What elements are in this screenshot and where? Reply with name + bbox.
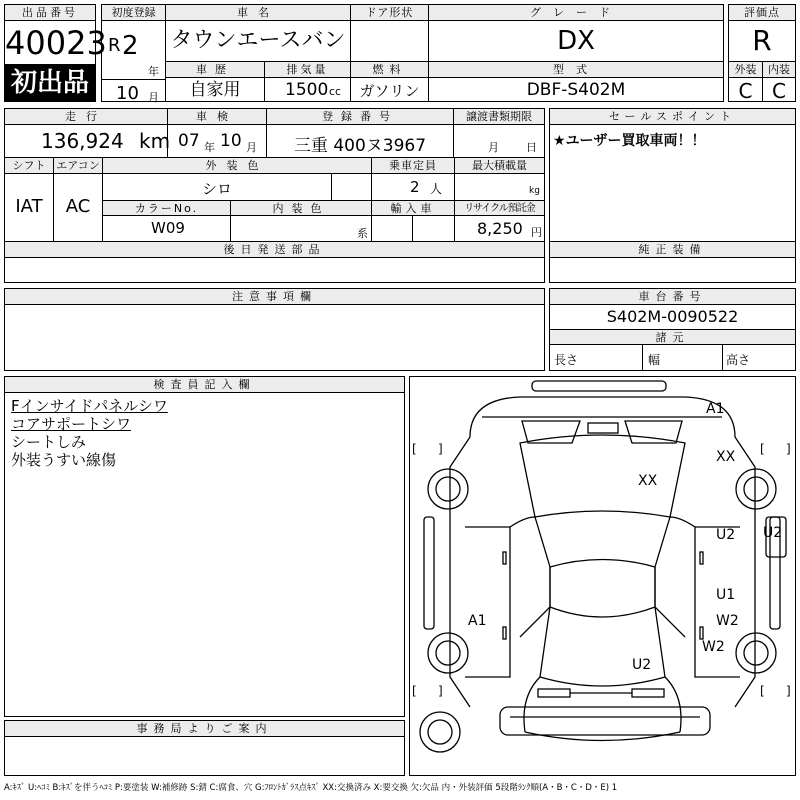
shift-box [4, 157, 54, 242]
chassis-label: 車台番号 [550, 289, 795, 305]
displacement-label: 排気量 [265, 62, 350, 78]
inspector-line-4: 外装うすい線傷 [11, 451, 117, 469]
notes-box [4, 288, 545, 371]
capacity-box [371, 157, 455, 201]
car-outline-svg [410, 377, 795, 775]
genuine-equipment-label: 純正装備 [550, 242, 795, 258]
score-box [728, 4, 796, 62]
color-no-label: カラーNo. [103, 201, 230, 216]
listing-number-box [4, 4, 107, 66]
history-label: 車歴 [166, 62, 264, 78]
sales-point-box [549, 108, 796, 242]
dims-label: 諸元 [550, 329, 795, 345]
chassis-box [549, 288, 796, 371]
year-unit: 年 [148, 65, 159, 78]
first-registration-label: 初度登録 [102, 5, 165, 21]
model-code-box [428, 61, 724, 102]
later-parts-label: 後日発送部品 [5, 242, 544, 258]
mark-w2-right-rear: W2 [702, 639, 725, 655]
reg-year: 2 [122, 31, 139, 61]
chassis-number: S402M-0090522 [606, 307, 739, 326]
score-label: 評価点 [729, 5, 795, 21]
svg-text:]: ] [786, 684, 791, 698]
inspection-month-unit: 月 [246, 141, 257, 154]
model-code: DBF-S402M [526, 80, 626, 100]
max-load-box [454, 157, 545, 201]
mileage-box [4, 108, 171, 158]
mark-u2-rear: U2 [632, 657, 652, 673]
month-unit: 月 [148, 91, 159, 104]
genuine-equipment-box [549, 241, 796, 283]
sales-point: ★ユーザー買取車両！！ [553, 133, 706, 149]
recycle-label: リサイクル預託金 [455, 201, 544, 216]
displacement-box [264, 61, 351, 102]
reg-month: 10 [116, 83, 139, 104]
fuel: ガソリン [359, 82, 420, 100]
score: R [752, 24, 772, 57]
inspection-year-unit: 年 [204, 141, 215, 154]
mark-u2-right-door: U2 [716, 527, 736, 543]
svg-text:[: [ [760, 442, 765, 456]
mileage: 136,924 [41, 129, 124, 153]
width-label: 幅 [648, 353, 661, 367]
car-name: タウンエースバン [170, 28, 346, 53]
import-label: 輸入車 [372, 201, 454, 216]
shift-label: シフト [5, 158, 53, 174]
inspector-line-2: コアサポートシワ [11, 415, 132, 433]
ac-label: エアコン [54, 158, 102, 174]
reg-number-label: 登録番号 [267, 109, 453, 125]
first-registration-box [101, 4, 166, 102]
svg-text:]: ] [786, 442, 791, 456]
interior-label: 内装 [763, 62, 795, 78]
color: シロ [201, 180, 232, 198]
color-label: 外装色 [103, 158, 371, 174]
office-label: 事務局よりご案内 [5, 721, 404, 737]
mark-u2-right-edge: U2 [763, 525, 783, 541]
ac: AC [65, 196, 91, 217]
exterior-grade: C [738, 79, 753, 103]
inspector-line-3: シートしみ [11, 433, 87, 451]
inspection-year: 07 [178, 131, 200, 151]
later-parts-box [4, 241, 545, 283]
mileage-unit: km [139, 129, 171, 153]
color-no: W09 [151, 219, 185, 237]
inspector-line-1: Fインサイドパネルシワ [11, 397, 168, 415]
inspection-month: 10 [220, 131, 242, 151]
inspection-label: 車検 [168, 109, 266, 125]
displacement-unit: cc [329, 85, 342, 98]
exterior-label: 外装 [729, 62, 762, 78]
inspector-label: 検査員記入欄 [5, 377, 404, 393]
exterior-grade-box [728, 61, 763, 102]
fuel-label: 燃料 [351, 62, 428, 78]
svg-text:[: [ [412, 684, 417, 698]
capacity-label: 乗車定員 [372, 158, 454, 174]
inspector-box [4, 376, 405, 717]
reg-number: 三重 400ヌ3967 [293, 136, 427, 156]
grade: DX [557, 26, 595, 56]
color-no-box [102, 200, 231, 242]
interior-grade-box [762, 61, 796, 102]
svg-text:]: ] [438, 684, 443, 698]
car-name-box [165, 4, 351, 62]
car-name-label: 車名 [166, 5, 350, 21]
office-box [4, 720, 405, 776]
height-label: 高さ [726, 353, 751, 367]
door-box [350, 4, 429, 62]
model-code-label: 型式 [429, 62, 723, 78]
fuel-box [350, 61, 429, 102]
listing-number-label: 出品番号 [5, 5, 95, 21]
mark-a1-top: A1 [706, 401, 725, 417]
history: 自家用 [189, 80, 241, 100]
recycle-box [454, 200, 545, 242]
capacity: 2 [410, 178, 420, 196]
mark-w2-right: W2 [716, 613, 739, 629]
mileage-label: 走行 [5, 109, 167, 125]
grade-box [428, 4, 724, 62]
mark-xx-right: XX [716, 449, 736, 465]
interior-color-unit: 系 [357, 227, 368, 240]
capacity-unit: 人 [430, 182, 443, 196]
sales-point-label: セールスポイント [550, 109, 795, 125]
first-listing-badge-text: 初出品 [10, 68, 89, 98]
transfer-deadline-label: 譲渡書類期限 [454, 109, 544, 125]
transfer-month-unit: 月 [488, 141, 499, 154]
first-listing-badge [4, 64, 96, 102]
transfer-day-unit: 日 [526, 141, 537, 154]
footer-legend: A:ｷｽﾞ U:ﾍｺﾐ B:ｷｽﾞを伴うﾍｺﾐ P:要塗装 W:補修跡 S:錆 C:腐食、穴 G:ﾌﾛﾝﾄｶﾞﾗｽ点ｷｽﾞ XX:交換済み X:要交換 欠:欠品 内・外装評価 5段階ﾗﾝｸ順(A・B・C・D・E) 1 [4, 783, 618, 793]
reg-number-box [266, 108, 454, 158]
svg-text:[: [ [760, 684, 765, 698]
length-label: 長さ [554, 353, 579, 367]
history-box [165, 61, 265, 102]
import-box [371, 200, 455, 242]
displacement: 1500 [285, 80, 329, 100]
mark-a1-left: A1 [468, 613, 487, 629]
mark-u1-right: U1 [716, 587, 736, 603]
listing-number: 40023 [5, 24, 107, 62]
door-label: ドア形状 [351, 5, 428, 21]
era: R [108, 35, 121, 56]
svg-text:]: ] [438, 442, 443, 456]
notes-label: 注意事項欄 [5, 289, 544, 305]
car-diagram [409, 376, 796, 776]
interior-grade: C [772, 79, 786, 103]
interior-color-label: 内装色 [231, 201, 371, 216]
ac-box [53, 157, 103, 242]
mark-xx-center: XX [638, 473, 658, 489]
transfer-deadline-box [453, 108, 545, 158]
shift: IAT [15, 196, 43, 217]
color-box [102, 157, 372, 201]
inspection-box [167, 108, 267, 158]
recycle-unit: 円 [531, 226, 542, 239]
max-load-unit: kg [529, 186, 540, 196]
grade-label: グレード [429, 5, 723, 21]
max-load-label: 最大積載量 [455, 158, 544, 174]
svg-text:[: [ [412, 442, 417, 456]
recycle: 8,250 [477, 219, 523, 238]
interior-color-box [230, 200, 372, 242]
